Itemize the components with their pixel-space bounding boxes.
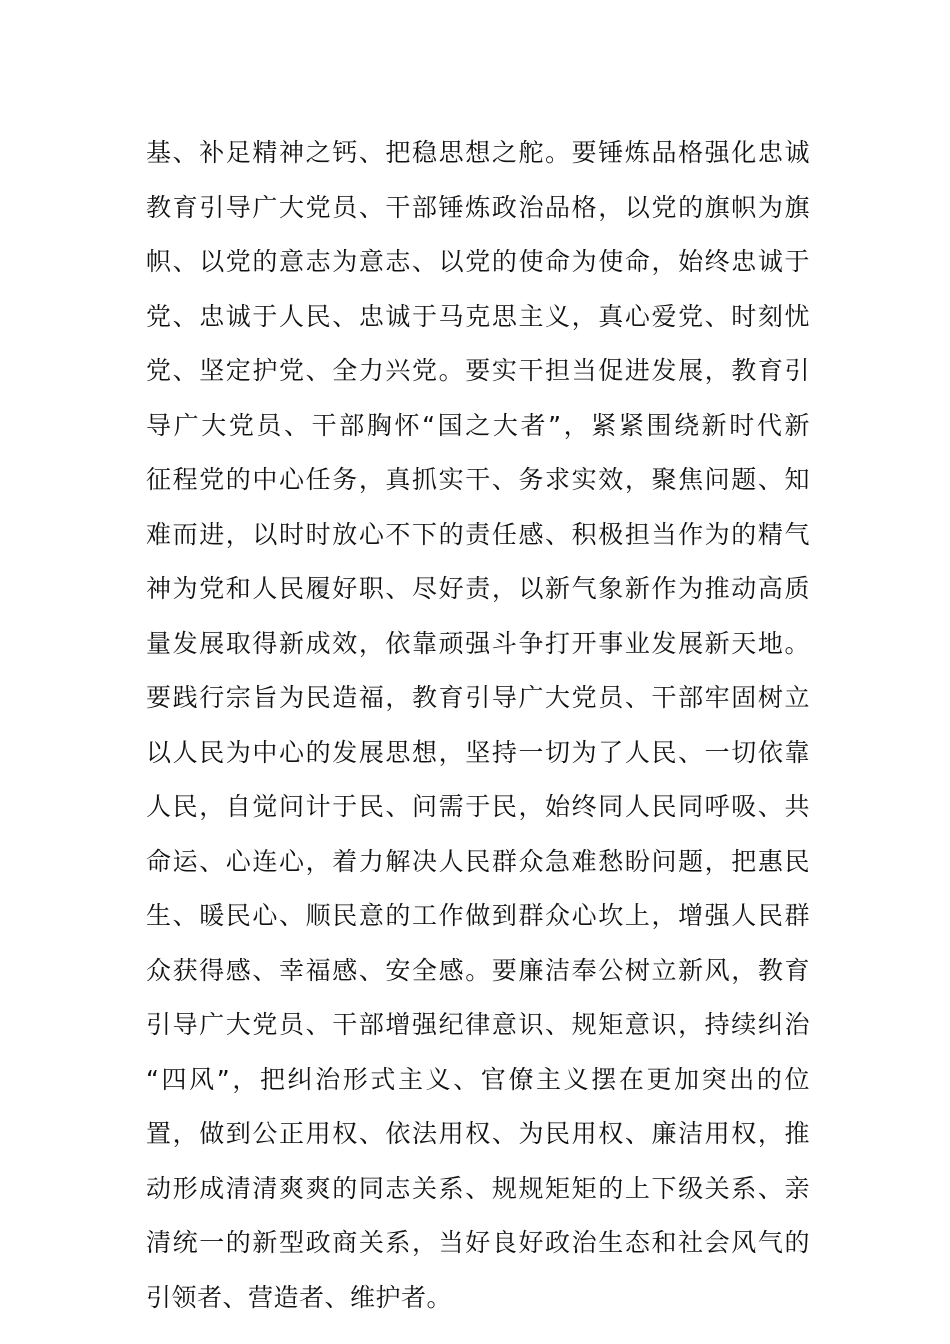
text-line-22: 引领者、营造者、维护者。 <box>146 1282 453 1312</box>
text-line-14: 命运、心连心，着力解决人民群众急难愁盼问题，把惠民 <box>146 846 810 876</box>
text-line-15: 生、暖民心、顺民意的工作做到群众心坎上，增强人民群 <box>146 901 810 930</box>
text-line-9: 神为党和人民履好职、尽好责，以新气象新作为推动高质 <box>146 574 810 603</box>
text-line-7: 征程党的中心任务，真抓实干、务求实效，聚焦问题、知 <box>146 465 810 494</box>
body-paragraph <box>146 126 810 1325</box>
text-line-21: 清统一的新型政商关系，当好良好政治生态和社会风气的 <box>146 1228 810 1257</box>
text-line-18: “四风”，把纠治形式主义、官僚主义摆在更加突出的位 <box>146 1064 810 1094</box>
text-line-4: 党、忠诚于人民、忠诚于马克思主义，真心爱党、时刻忧 <box>146 301 810 331</box>
text-line-20: 动形成清清爽爽的同志关系、规规矩矩的上下级关系、亲 <box>146 1173 810 1203</box>
text-line-12: 以人民为中心的发展思想，坚持一切为了人民、一切依靠 <box>146 737 810 767</box>
text-line-10: 量发展取得新成效，依靠顽强斗争打开事业发展新天地。 <box>146 628 810 658</box>
text-line-16: 众获得感、幸福感、安全感。要廉洁奉公树立新风，教育 <box>146 955 810 985</box>
text-line-13: 人民，自觉问计于民、问需于民，始终同人民同呼吸、共 <box>146 792 810 821</box>
text-line-1: 基、补足精神之钙、把稳思想之舵。要锤炼品格强化忠诚 <box>146 138 810 167</box>
text-line-3: 帜、以党的意志为意志、以党的使命为使命，始终忠诚于 <box>146 247 810 276</box>
text-line-19: 置，做到公正用权、依法用权、为民用权、廉洁用权，推 <box>146 1119 810 1148</box>
text-line-6: 导广大党员、干部胸怀“国之大者”，紧紧围绕新时代新 <box>146 410 810 440</box>
text-line-11: 要践行宗旨为民造福，教育引导广大党员、干部牢固树立 <box>146 683 810 712</box>
text-line-8: 难而进，以时时放心不下的责任感、积极担当作为的精气 <box>146 519 810 549</box>
text-line-2: 教育引导广大党员、干部锤炼政治品格，以党的旗帜为旗 <box>146 192 810 222</box>
text-line-17: 引导广大党员、干部增强纪律意识、规矩意识，持续纠治 <box>146 1010 810 1039</box>
text-line-5: 党、坚定护党、全力兴党。要实干担当促进发展，教育引 <box>146 356 810 385</box>
